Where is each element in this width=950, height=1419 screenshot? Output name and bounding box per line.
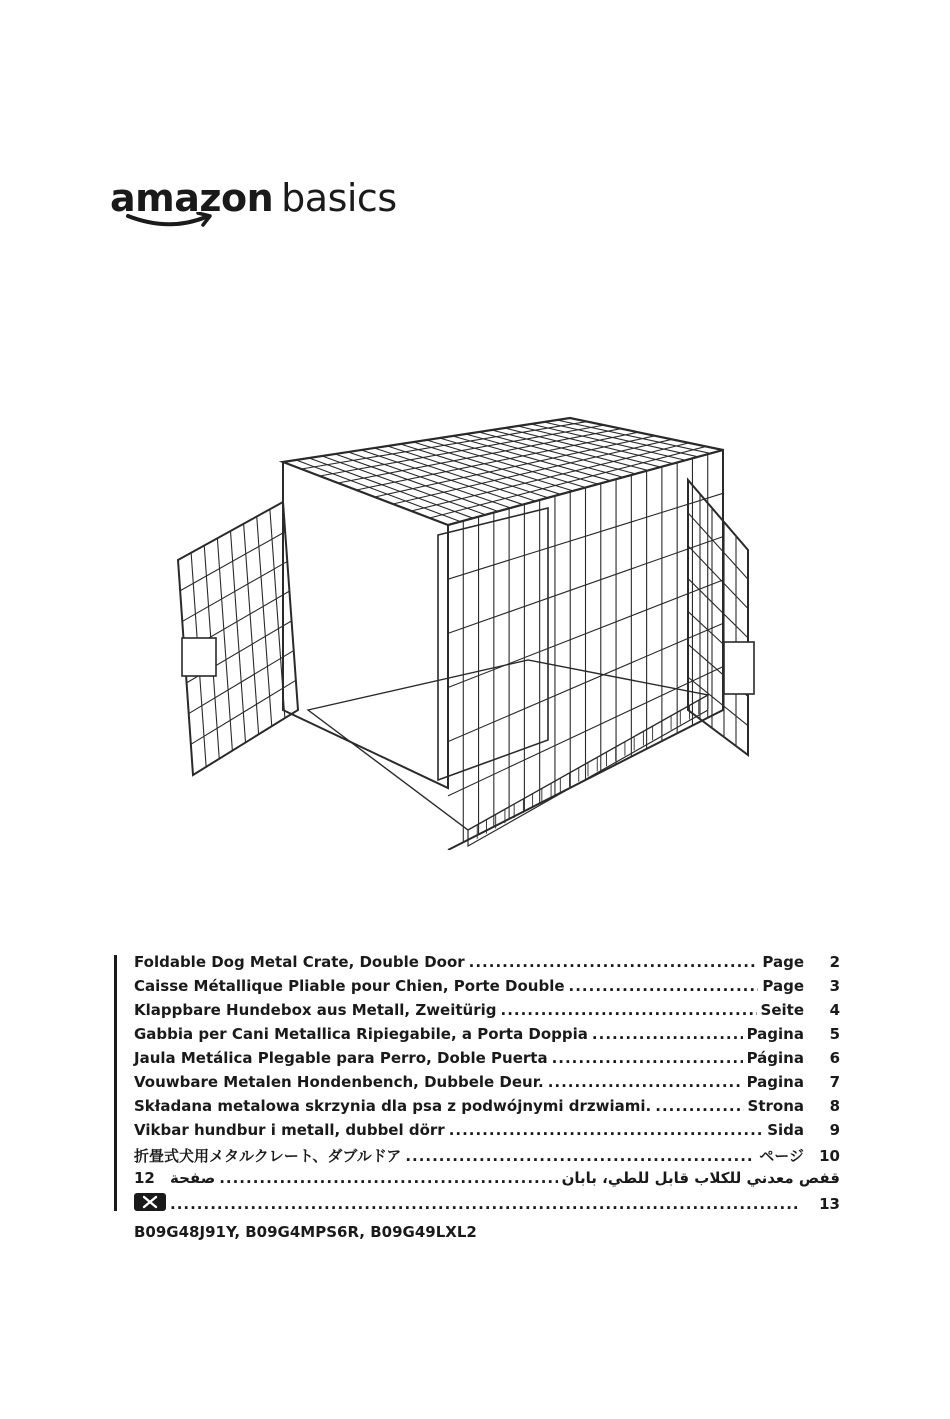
toc-page-number: 8 — [829, 1097, 840, 1115]
toc-row-fr — [134, 977, 840, 1001]
toc-title: Gabbia per Cani Metallica Ripiegabile, a Porta Doppia — [134, 1025, 588, 1043]
toc-row-tools — [134, 1193, 840, 1217]
toc-title: قفص معدني للكلاب قابل للطي، بابان — [561, 1169, 840, 1187]
toc-title: 折畳式犬用メタルクレート、ダブルドア — [134, 1147, 402, 1165]
toc-row-pl — [134, 1097, 840, 1121]
toc-row-es — [134, 1049, 840, 1073]
toc-title: Caisse Métallique Pliable pour Chien, Porte Double — [134, 977, 565, 995]
toc-page-number: 7 — [829, 1073, 840, 1091]
toc-title: Klappbare Hundebox aus Metall, Zweitürig — [134, 1001, 497, 1019]
model-numbers: B09G48J91Y, B09G4MPS6R, B09G49LXL2 — [134, 1223, 477, 1241]
toc-title: Vouwbare Metalen Hondenbench, Dubbele Deur. — [134, 1073, 544, 1091]
toc-page-word: Sida — [767, 1121, 804, 1139]
toc-row-nl — [134, 1073, 840, 1097]
toc-page-word: Page — [762, 953, 804, 971]
toc-page-number: 12 — [134, 1169, 155, 1187]
toc-row-it — [134, 1025, 840, 1049]
toc-title: Jaula Metálica Plegable para Perro, Doble Puerta — [134, 1049, 548, 1067]
toc-row-ar — [134, 1169, 840, 1193]
tools-icon — [134, 1193, 166, 1211]
logo-brand: amazon — [110, 176, 274, 220]
toc-row-de — [134, 1001, 840, 1025]
toc-page-number: 13 — [819, 1195, 840, 1213]
toc-row-en — [134, 953, 840, 977]
logo-sub: basics — [281, 176, 397, 220]
toc-row-ja — [134, 1145, 840, 1169]
toc-row-sv — [134, 1121, 840, 1145]
toc-page-word: Page — [762, 977, 804, 995]
toc-title: Składana metalowa skrzynia dla psa z podwójnymi drzwiami. — [134, 1097, 652, 1115]
amazon-basics-logo — [110, 176, 397, 236]
toc-page-word: Pagina — [746, 1025, 804, 1043]
toc-page-word: صفحة — [170, 1169, 216, 1187]
toc-page-number: 3 — [829, 977, 840, 995]
toc-title: Foldable Dog Metal Crate, Double Door — [134, 953, 465, 971]
dog-crate-illustration — [168, 410, 768, 850]
toc-side-bar — [114, 955, 117, 1211]
toc-title: Vikbar hundbur i metall, dubbel dörr — [134, 1121, 445, 1139]
toc-page-word: Pagina — [746, 1073, 804, 1091]
toc-page-number: 4 — [829, 1001, 840, 1019]
toc-page-number: 10 — [819, 1147, 840, 1165]
toc-page-number: 6 — [829, 1049, 840, 1067]
toc-page-word: ページ — [759, 1147, 804, 1165]
toc-page-number: 2 — [829, 953, 840, 971]
toc-page-number: 9 — [829, 1121, 840, 1139]
toc-page-word: Strona — [747, 1097, 804, 1115]
toc-page-word: Página — [746, 1049, 804, 1067]
toc-page-number: 5 — [829, 1025, 840, 1043]
table-of-contents — [134, 953, 840, 1217]
smile-arrow-icon — [124, 212, 214, 230]
toc-page-word: Seite — [760, 1001, 804, 1019]
